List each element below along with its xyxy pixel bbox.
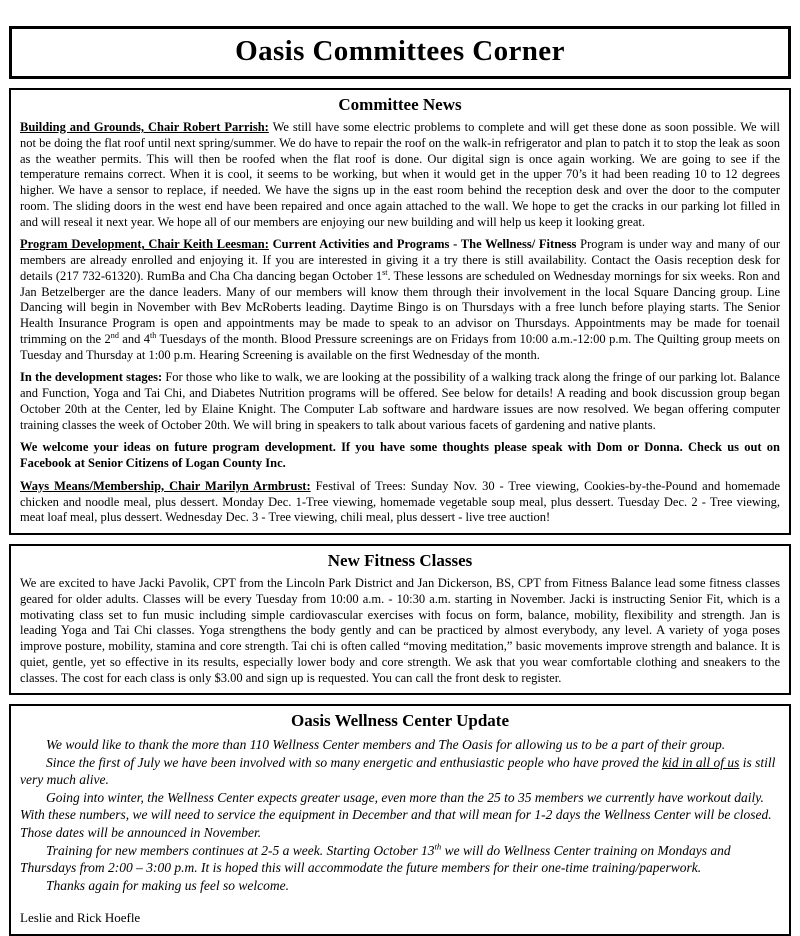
section-wellness-update [9, 704, 791, 936]
paragraph-wellness-training: Training for new members continues at 2-5 a week. Starting October 13th we will do Wellness Center training on Mondays and Thursdays from 2:00 – 3:00 p.m. It is hoped this will accommodate the future members for their one-time training/paperwork. [20, 841, 731, 876]
paragraph-development-stages: In the development stages: For those who like to walk, we are looking at the possibility of a walking track along the fringe of our parking lot. Balance and Function, Yoga and Tai Chi, and Diabetes Nutrition programs will be offered. See below for details! A reading and book discussion group began October 20th at the Center, led by Elaine Knight. The Computer Lab software and hardware issues are now resolved. We began offering computer training classes the week of October 20th. We will bring in speakers to talk about various facets of gardening and native plants. [20, 370, 780, 432]
fitness-heading: New Fitness Classes [327, 551, 473, 570]
paragraph-wellness-thanks: We would like to thank the more than 110 Wellness Center members and The Oasis for allowing us to be a part of their group. [46, 737, 726, 753]
page-title: Oasis Committees Corner [235, 35, 565, 67]
section-committee-news [9, 88, 791, 535]
paragraph-program-ideas: We welcome your ideas on future program development. If you have some thoughts please speak with Dom or Donna. Check us out on Facebook at Senior Citizens of Logan County Inc. [20, 440, 780, 470]
paragraph-wellness-since-july: Since the first of July we have been involved with so many energetic and enthusiastic people who have proved the kid in all of us is still very much alive. [20, 754, 776, 788]
paragraph-wellness-winter: Going into winter, the Wellness Center expects greater usage, even more than the 25 to 35 members we currently have workout daily. With these numbers, we will need to service the equipment in December and that will mean for 1-2 days the Wellness Center will be closed. Those dates will be announced in November. [20, 789, 772, 840]
page-title-box [9, 26, 791, 79]
committee-news-heading: Committee News [338, 95, 462, 114]
signature: Leslie and Rick Hoefle [20, 910, 141, 926]
paragraph-ways-means-membership: Ways Means/Membership, Chair Marilyn Armbrust: Festival of Trees: Sunday Nov. 30 - Tree viewing, Cookies-by-the-Pound and homemade chicken and noodle meal, plus dessert. Monday Dec. 1-Tree viewing, homemade vegetable soup meal, plus dessert. Tuesday Dec. 2 - Tree viewing, meat loaf meal, plus dessert. Wednesday Dec. 3 - Tree viewing, chili meal, plus dessert - live tree auction! [20, 478, 780, 525]
section-new-fitness-classes [9, 544, 791, 695]
paragraph-building-and-grounds: Building and Grounds, Chair Robert Parrish: We still have some electric problems to complete and will get these done as soon possible. We will not be doing the flat roof until next spring/summer. We do have to repair the roof on the walk-in refrigerator and plan to patch it to stop the leak as soon as the weather permits. This will then be roofed when the flat roof is done. Our digital sign is once again working. We are going to see if the temperature remains correct. When it is cool, it seems to be working, but when it would get in the upper 70’s it had been reading 10 to 12 degrees higher. We have a sensor to replace, if needed. We have the signs up in the east room behind the reception desk and over the door to the computer room. The sliding doors in the west end have been repaired and once again attached to the wall. We hope to get the cracks in our parking lot filled in and will reseal it next year. We hope all of our members are enjoying our new building and will help us keep it looking great. [20, 120, 781, 229]
wellness-heading: Oasis Wellness Center Update [290, 711, 510, 731]
paragraph-fitness-classes: We are excited to have Jacki Pavolik, CPT from the Lincoln Park District and Jan Dickerson, BS, CPT from Fitness Balance lead some fitness classes geared for older adults. Classes will be every Tuesday from 10:00 a.m. - 10:30 a.m. starting in November. Jacki is instructing Senior Fit, which is a motivating class set to fun music including simple cardiovascular exercises with focus on form, balance, mobility, flexibility and strength. Jan is leading Yoga and Tai Chi classes. Yoga strengthens the body gently and can be practiced by almost everybody, any level. A variety of yoga poses improve posture, mobility, stamina and core strength. Tai chi is often called “moving meditation,” basic movements improve strength and balance. It is quiet, gentle, yet so effective in its results, especially lower body and core strength. We ask that you wear comfortable clothing and sneakers to the classes. The cost for each class is only $3.00 and sign up is requested. You can call the front desk to register. [20, 576, 780, 685]
paragraph-wellness-welcome: Thanks again for making us feel so welcome. [46, 877, 289, 893]
paragraph-program-development: Program Development, Chair Keith Leesman: Current Activities and Programs - The Wellness/ Fitness Program is under way and many of our members are already enrolled and enjoying it. If you are interested in giving it a try there is still availability. Contact the Oasis reception desk for details (217 732-61320). RumBa and Cha Cha dancing began October 1st. These lessons are scheduled on Wednesday mornings for six weeks. Ron and Jan Betzelberger are the dance leaders. Many of our members will know them through their involvement in the local Square Dancing group. Line Dancing will begin in November with Bev McRoberts leading. Daytime Bingo is on Thursdays with a free lunch before playing starts. The Senior Health Insurance Program is open and appointments may be made to speak to an advisor on Thursdays. Appointments may be made for toenail trimming on the 2nd and 4th Tuesdays of the month. Blood Pressure screenings are on Fridays from 10:00 a.m.-12:00 p.m. The Quilting group meets on Tuesday and Thursday at 1:00 p.m. Hearing Screening is available on the first Wednesday of the month. [20, 237, 780, 362]
